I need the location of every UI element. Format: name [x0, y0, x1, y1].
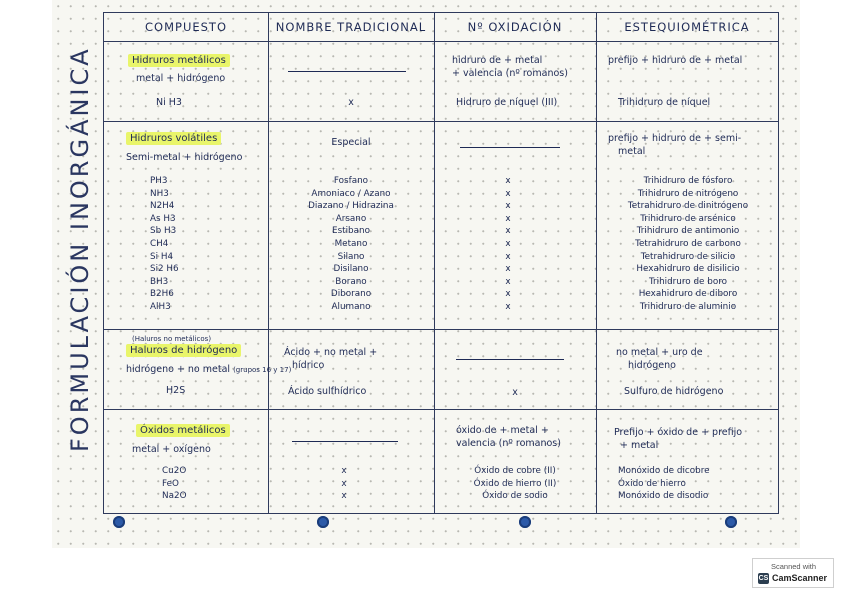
est-list: [618, 465, 768, 503]
side-title: FORMULACIÓN INORGÁNICA: [66, 46, 94, 452]
est-name: Trihidruro de boro: [648, 276, 728, 287]
camscanner-logo-icon: CS: [758, 575, 769, 582]
binder-hole: [519, 516, 531, 528]
ox-value: x: [505, 301, 511, 312]
formula: AlH3: [150, 301, 171, 312]
est-name: Hexahidruro de diboro: [638, 289, 738, 300]
est-name: Tetrahidruro de dinitrógeno: [627, 201, 749, 212]
binder-hole: [725, 516, 737, 528]
trad-name: Ácido sulfhídrico: [288, 386, 367, 397]
formula: Na2O: [162, 491, 187, 502]
row-divider: [104, 329, 778, 330]
section-title-oxidos-metalicos: Óxidos metálicos: [136, 424, 230, 437]
binder-hole: [113, 516, 125, 528]
formula: NH3: [150, 188, 169, 199]
ox-name: Óxido de cobre (II): [474, 466, 556, 476]
ox-value: x: [505, 226, 511, 237]
trad-name: Diborano: [330, 289, 372, 300]
section-title-hidruros-volatiles: Hidruros volátiles: [126, 132, 221, 145]
est-rule-line: prefijo + hidruro de + semi-: [608, 133, 742, 144]
column-divider: [434, 13, 435, 513]
est-rule-line: no metal + uro de: [616, 347, 703, 358]
est-name: Tetrahidruro de carbono: [635, 238, 741, 249]
ox-value: x: [505, 276, 511, 287]
ox-rule-line: valencia (nº romanos): [456, 438, 561, 449]
est-name: Monóxido de dicobre: [618, 466, 710, 476]
trad-name: Diazano / Hidrazina: [308, 201, 394, 212]
section-description: metal + hidrógeno: [136, 73, 226, 84]
formula: Si2 H6: [150, 264, 179, 275]
ox-value: x: [505, 289, 511, 300]
est-rule: prefijo + hidruro de + metal: [608, 55, 743, 66]
est-list: [600, 175, 776, 314]
column-divider: [596, 13, 597, 513]
trad-name: Amoniaco / Azano: [311, 188, 391, 199]
est-name: Trihidruro de antimonio: [636, 226, 740, 237]
formula: Cu2O: [162, 466, 187, 476]
est-name: Tetrahidruro de silicio: [640, 251, 736, 262]
formula-table: [103, 12, 779, 514]
header-estequiometrica: ESTEQUIOMÉTRICA: [624, 20, 750, 34]
trad-list: [274, 175, 428, 314]
row-divider: [104, 41, 778, 42]
trad-name: x: [348, 97, 354, 108]
est-name: Trihidruro de arsénico: [640, 213, 736, 224]
est-rule-line: metal: [618, 146, 646, 157]
header-compuesto: COMPUESTO: [145, 20, 227, 34]
header-nombre-tradicional: NOMBRE TRADICIONAL: [275, 20, 427, 34]
formula: Sb H3: [150, 226, 177, 237]
section-title-hidruros-metalicos: Hidruros metálicos: [128, 54, 230, 67]
ox-value: x: [505, 201, 511, 212]
trad-rule-line: Ácido + no metal +: [284, 347, 378, 358]
est-name: Óxido de hierro: [618, 478, 686, 489]
formula: PH3: [150, 176, 168, 186]
est-name: Trihidruro de aluminio: [639, 301, 737, 312]
ox-rule-line: óxido de + metal +: [456, 425, 549, 436]
formula: CH4: [150, 238, 169, 249]
ox-value: x: [505, 238, 511, 249]
formula: N2H4: [150, 201, 175, 212]
trad-name: Fosfano: [333, 176, 369, 186]
ox-list: [440, 465, 590, 503]
trad-name: Alumano: [331, 301, 371, 312]
ox-rule-line: + valencia (nº romanos): [452, 68, 568, 79]
trad-list: [332, 465, 356, 503]
est-name: Trihidruro de fósforo: [643, 176, 733, 186]
formula: H2S: [166, 385, 186, 396]
est-rule-line: hidrógeno: [628, 360, 676, 371]
header-numero-oxidacion: Nº OXIDACIÓN: [467, 20, 563, 34]
trad-rule: Especial: [331, 137, 371, 148]
trad-name: Borano: [335, 276, 367, 287]
est-name: Hexahidruro de disilicio: [636, 264, 740, 275]
est-rule-line: + metal: [620, 440, 659, 451]
blank-line: [292, 441, 398, 442]
group-note: (grupos 16 y 17): [233, 366, 292, 374]
ox-value: x: [505, 213, 511, 224]
blank-line: [460, 147, 560, 148]
formula: FeO: [162, 478, 179, 489]
blank-line: [288, 71, 406, 72]
ox-name: Óxido de sodio: [482, 491, 548, 502]
section-description: metal + oxígeno: [132, 444, 211, 455]
ox-value: x: [505, 188, 511, 199]
trad-name: x: [341, 491, 347, 502]
ox-example: Hidruro de níquel (III): [456, 97, 558, 108]
watermark-brand: CamScanner: [772, 573, 828, 583]
watermark-line: Scanned with: [771, 562, 817, 571]
formula: As H3: [150, 213, 176, 224]
est-name: Monóxido de disodio: [618, 491, 709, 502]
formula-list: [162, 465, 202, 503]
trad-name: x: [341, 478, 347, 489]
ox-value: x: [512, 387, 518, 398]
ox-rule-line: hidruro de + metal: [452, 55, 543, 66]
est-example: Sulfuro de hidrógeno: [624, 386, 724, 397]
formula: BH3: [150, 276, 169, 287]
column-divider: [268, 13, 269, 513]
trad-name: Silano: [337, 251, 365, 262]
trad-name: Arsano: [335, 213, 367, 224]
est-rule-line: Prefijo + óxido de + prefijo: [614, 427, 743, 438]
est-name: Trihidruro de nitrógeno: [637, 188, 739, 199]
formula: B2H6: [150, 289, 174, 300]
section-description: hidrógeno + no metal (grupos 16 y 17): [126, 364, 292, 375]
row-divider: [104, 409, 778, 410]
formula-list: [150, 175, 190, 314]
section-description: Semi-metal + hidrógeno: [126, 152, 243, 163]
formula: Si H4: [150, 251, 174, 262]
blank-line: [456, 359, 564, 360]
trad-name: Estibano: [332, 226, 370, 237]
formula: Ni H3: [156, 97, 182, 108]
trad-name: x: [341, 466, 347, 476]
section-title-haluros-hidrogeno: Haluros de hidrógeno: [126, 344, 241, 357]
camscanner-watermark: [752, 558, 834, 588]
ox-name: Óxido de hierro (II): [473, 478, 557, 489]
est-example: Trihidruro de níquel: [618, 97, 711, 108]
trad-rule-line: hídrico: [292, 360, 325, 371]
ox-value: x: [505, 264, 511, 275]
trad-name: Disilano: [333, 264, 369, 275]
ox-list: [496, 175, 520, 314]
ox-value: x: [505, 176, 511, 186]
binder-hole: [317, 516, 329, 528]
ox-value: x: [505, 251, 511, 262]
row-divider: [104, 121, 778, 122]
section-note: (Haluros no metálicos): [132, 335, 212, 343]
trad-name: Metano: [334, 238, 368, 249]
